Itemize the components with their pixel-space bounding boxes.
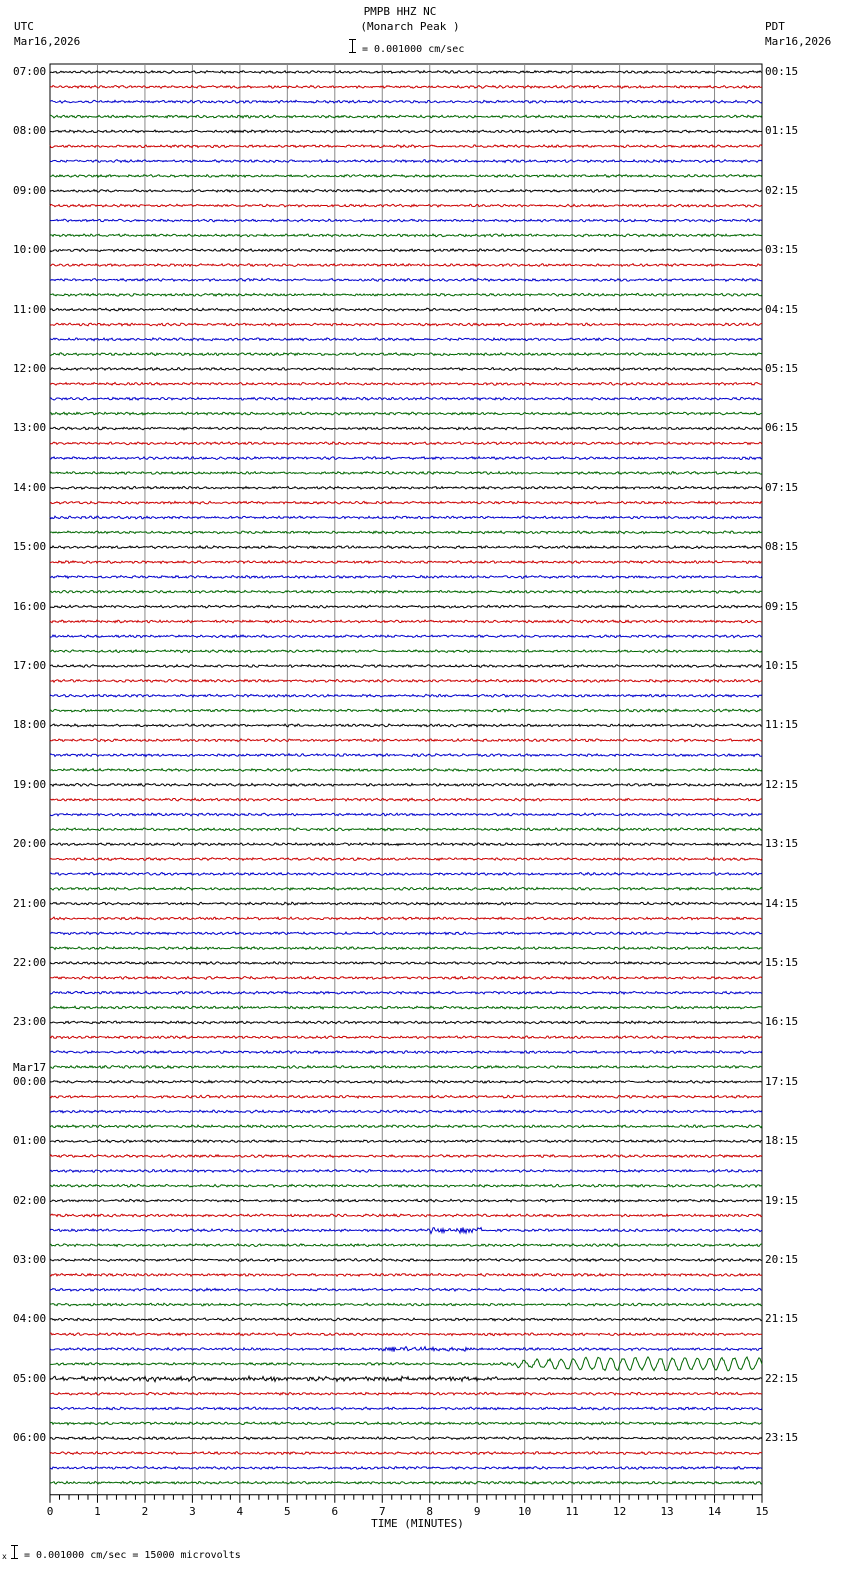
trace-row-71 <box>50 1125 762 1128</box>
trace-row-83 <box>50 1303 762 1306</box>
trace-row-44 <box>50 724 762 727</box>
trace-row-91 <box>50 1422 762 1425</box>
trace-row-69 <box>50 1095 762 1098</box>
station-site: (Monarch Peak ) <box>360 20 460 33</box>
pdt-hour-label: 13:15 <box>765 837 799 851</box>
trace-row-11 <box>50 234 762 237</box>
trace-row-20 <box>50 368 762 371</box>
utc-hour-label: 23:00 <box>13 1015 47 1029</box>
utc-hour-label: 16:00 <box>13 599 47 613</box>
footer-scale-bar-icon <box>14 1545 15 1559</box>
trace-row-33 <box>50 561 762 564</box>
trace-row-5 <box>50 145 762 148</box>
trace-row-74 <box>50 1170 762 1173</box>
pdt-hour-label: 19:15 <box>765 1193 799 1207</box>
utc-hour-label: 15:00 <box>13 540 47 554</box>
trace-row-15 <box>50 293 762 296</box>
trace-row-75 <box>50 1184 762 1187</box>
x-tick-label: 9 <box>473 1504 481 1518</box>
utc-hour-label: 06:00 <box>13 1431 47 1445</box>
utc-hour-label: 18:00 <box>13 718 47 732</box>
utc-hour-label: 11:00 <box>13 302 47 316</box>
trace-row-17 <box>50 323 762 326</box>
trace-row-61 <box>50 976 762 979</box>
trace-row-24 <box>50 427 762 430</box>
trace-row-28 <box>50 486 762 489</box>
trace-row-14 <box>50 279 762 282</box>
utc-hour-label: 10:00 <box>13 243 47 257</box>
pdt-label: PDT <box>765 20 785 33</box>
trace-row-46 <box>50 754 762 757</box>
footer-prefix: x <box>2 1552 7 1561</box>
trace-row-35 <box>50 590 762 593</box>
trace-row-80 <box>50 1259 762 1262</box>
trace-row-53 <box>50 858 762 861</box>
trace-row-37 <box>50 620 762 623</box>
trace-row-79 <box>50 1244 762 1247</box>
x-tick-label: 3 <box>189 1504 196 1518</box>
trace-row-47 <box>50 769 762 772</box>
trace-row-85 <box>50 1333 762 1336</box>
trace-row-56 <box>50 902 762 905</box>
trace-row-1 <box>50 85 762 88</box>
trace-row-48 <box>50 783 762 786</box>
trace-row-36 <box>50 605 762 608</box>
trace-row-22 <box>50 397 762 400</box>
utc-date-change: Mar17 <box>13 1060 47 1074</box>
x-tick-label: 13 <box>660 1504 674 1518</box>
utc-hour-label: 08:00 <box>13 124 47 138</box>
trace-row-70 <box>50 1110 762 1113</box>
utc-hour-label: 01:00 <box>13 1134 47 1148</box>
trace-row-73 <box>50 1155 762 1158</box>
x-tick-label: 12 <box>612 1504 627 1518</box>
utc-hour-label: 19:00 <box>13 777 47 791</box>
x-tick-label: 0 <box>46 1504 54 1518</box>
pdt-hour-label: 22:15 <box>765 1371 799 1385</box>
trace-row-63 <box>50 1006 762 1009</box>
pdt-hour-label: 23:15 <box>765 1431 799 1445</box>
utc-hour-label: 07:00 <box>13 65 47 78</box>
trace-row-77 <box>50 1214 762 1217</box>
trace-row-87 <box>50 1357 762 1371</box>
utc-date: Mar16,2026 <box>14 35 81 48</box>
pdt-hour-label: 20:15 <box>765 1253 799 1266</box>
trace-row-25 <box>50 442 762 445</box>
pdt-hour-label: 08:15 <box>765 540 799 554</box>
x-tick-label: 4 <box>236 1504 244 1518</box>
utc-hour-label: 21:00 <box>13 896 47 910</box>
trace-row-72 <box>50 1140 762 1143</box>
pdt-hour-label: 14:15 <box>765 896 799 910</box>
trace-row-78 <box>50 1227 762 1233</box>
trace-row-62 <box>50 991 762 994</box>
trace-row-50 <box>50 813 762 816</box>
x-axis-label: TIME (MINUTES) <box>371 1516 464 1530</box>
trace-row-55 <box>50 887 762 890</box>
trace-row-21 <box>50 382 762 385</box>
trace-row-57 <box>50 917 762 920</box>
trace-row-23 <box>50 412 762 415</box>
trace-row-65 <box>50 1036 762 1039</box>
trace-row-76 <box>50 1199 762 1202</box>
utc-hour-label: 20:00 <box>13 837 47 851</box>
pdt-hour-label: 04:15 <box>765 302 799 316</box>
trace-row-34 <box>50 576 762 579</box>
trace-row-16 <box>50 308 762 311</box>
utc-hour-label: 03:00 <box>13 1253 47 1266</box>
trace-row-64 <box>50 1021 762 1024</box>
trace-row-8 <box>50 189 762 192</box>
pdt-hour-label: 17:15 <box>765 1074 799 1088</box>
utc-hour-label: 00:00 <box>13 1074 47 1088</box>
x-tick-label: 2 <box>141 1504 149 1518</box>
trace-row-6 <box>50 160 762 163</box>
pdt-hour-label: 06:15 <box>765 421 799 435</box>
trace-row-86 <box>50 1347 762 1352</box>
trace-row-67 <box>50 1066 762 1069</box>
trace-row-66 <box>50 1051 762 1054</box>
trace-row-45 <box>50 739 762 742</box>
x-tick-label: 7 <box>378 1504 386 1518</box>
trace-row-49 <box>50 798 762 801</box>
pdt-hour-label: 12:15 <box>765 777 799 791</box>
pdt-hour-label: 15:15 <box>765 956 799 969</box>
trace-row-18 <box>50 338 762 341</box>
trace-row-92 <box>50 1437 762 1440</box>
x-tick-label: 11 <box>565 1504 579 1518</box>
trace-row-12 <box>50 249 762 252</box>
trace-row-81 <box>50 1273 762 1276</box>
trace-row-7 <box>50 175 762 178</box>
trace-row-52 <box>50 843 762 846</box>
trace-row-29 <box>50 501 762 504</box>
trace-row-32 <box>50 546 762 549</box>
utc-hour-label: 04:00 <box>13 1312 47 1326</box>
trace-row-41 <box>50 679 762 682</box>
x-tick-label: 8 <box>426 1504 434 1518</box>
pdt-hour-label: 02:15 <box>765 183 799 197</box>
trace-row-30 <box>50 516 762 519</box>
trace-row-31 <box>50 531 762 534</box>
pdt-hour-label: 03:15 <box>765 243 799 257</box>
pdt-hour-label: 16:15 <box>765 1015 799 1029</box>
pdt-hour-label: 07:15 <box>765 480 799 494</box>
trace-row-10 <box>50 219 762 222</box>
trace-row-27 <box>50 472 762 475</box>
trace-row-26 <box>50 457 762 460</box>
scale-text: = 0.001000 cm/sec <box>362 44 465 55</box>
trace-row-39 <box>50 650 762 653</box>
utc-hour-label: 13:00 <box>13 421 47 435</box>
trace-row-0 <box>50 71 762 74</box>
utc-hour-label: 05:00 <box>13 1371 47 1385</box>
trace-row-68 <box>50 1080 762 1083</box>
utc-hour-label: 09:00 <box>13 183 47 197</box>
pdt-hour-label: 00:15 <box>765 65 799 78</box>
trace-row-3 <box>50 115 762 118</box>
pdt-hour-label: 10:15 <box>765 659 799 672</box>
pdt-hour-label: 05:15 <box>765 362 799 375</box>
trace-row-2 <box>50 100 762 103</box>
trace-row-38 <box>50 635 762 638</box>
trace-row-93 <box>50 1452 762 1455</box>
trace-row-89 <box>50 1392 762 1395</box>
trace-row-19 <box>50 353 762 356</box>
trace-row-88 <box>50 1376 762 1381</box>
trace-row-54 <box>50 873 762 876</box>
trace-row-9 <box>50 204 762 207</box>
footer-scale-text: = 0.001000 cm/sec = 15000 microvolts <box>24 1550 241 1561</box>
trace-row-94 <box>50 1467 762 1470</box>
pdt-hour-label: 01:15 <box>765 124 799 138</box>
trace-row-95 <box>50 1481 762 1484</box>
x-tick-label: 15 <box>755 1504 769 1518</box>
pdt-hour-label: 11:15 <box>765 718 799 732</box>
pdt-hour-label: 09:15 <box>765 599 799 613</box>
trace-row-58 <box>50 932 762 935</box>
pdt-date: Mar16,2026 <box>765 35 832 48</box>
utc-hour-label: 22:00 <box>13 956 47 969</box>
x-tick-label: 5 <box>284 1504 291 1518</box>
x-tick-label: 14 <box>707 1504 722 1518</box>
station-title: PMPB HHZ NC <box>363 5 437 18</box>
utc-hour-label: 14:00 <box>13 480 47 494</box>
pdt-hour-label: 18:15 <box>765 1134 799 1148</box>
utc-label: UTC <box>14 20 34 33</box>
x-tick-label: 6 <box>331 1504 339 1518</box>
trace-row-13 <box>50 264 762 267</box>
trace-row-40 <box>50 665 762 668</box>
trace-row-84 <box>50 1318 762 1321</box>
trace-row-4 <box>50 130 762 133</box>
trace-row-90 <box>50 1407 762 1410</box>
trace-row-59 <box>50 947 762 950</box>
trace-row-43 <box>50 709 762 712</box>
trace-row-42 <box>50 694 762 697</box>
utc-hour-label: 12:00 <box>13 362 47 375</box>
trace-row-60 <box>50 962 762 965</box>
utc-hour-label: 02:00 <box>13 1193 47 1207</box>
x-tick-label: 1 <box>94 1504 101 1518</box>
trace-row-51 <box>50 828 762 831</box>
trace-row-82 <box>50 1288 762 1291</box>
pdt-hour-label: 21:15 <box>765 1312 799 1326</box>
x-tick-label: 10 <box>518 1504 532 1518</box>
utc-hour-label: 17:00 <box>13 659 47 672</box>
